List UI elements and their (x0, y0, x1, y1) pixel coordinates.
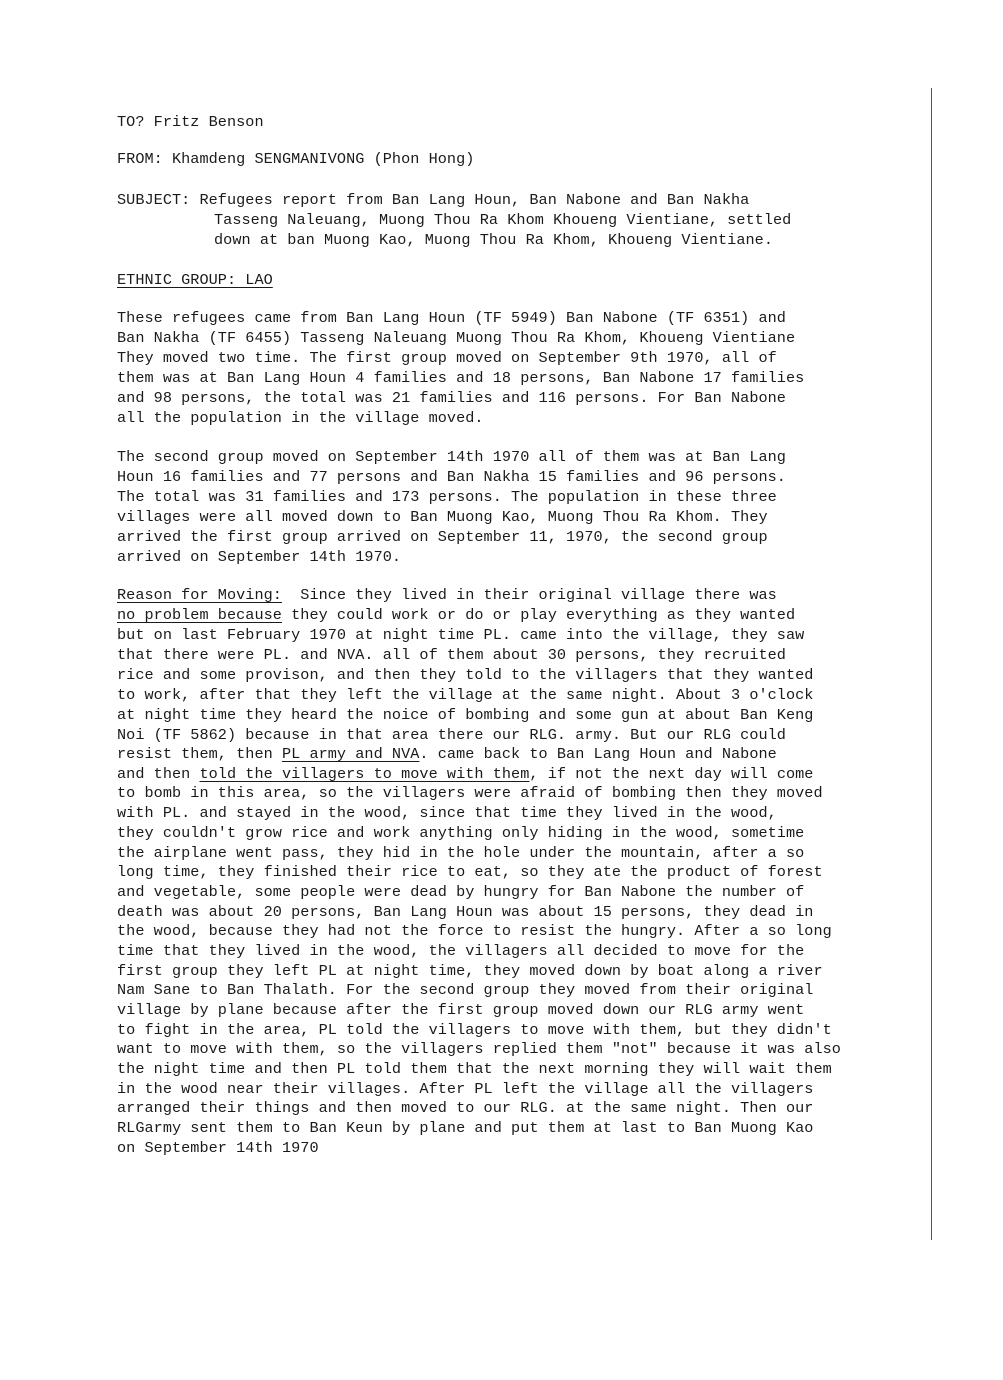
reason-line: death was about 20 persons, Ban Lang Houn was about 15 persons, they dead in (117, 903, 814, 921)
paragraph2-line: arrived on September 14th 1970. (117, 548, 402, 566)
paragraph2-line: The second group moved on September 14th 1970 all of them was at Ban Lang (117, 448, 786, 466)
reason-text: Since they lived in their original village there was (281, 586, 777, 604)
from-line: FROM: Khamdeng SENGMANIVONG (Phon Hong) (117, 150, 475, 168)
reason-underlined-phrase: PL army and NVA (281, 745, 420, 763)
subject-line-1: SUBJECT: Refugees report from Ban Lang Houn, Ban Nabone and Ban Nakha (117, 191, 750, 209)
reason-line: and vegetable, some people were dead by hungry for Ban Nabone the number of (117, 883, 805, 901)
paragraph2-line: The total was 31 families and 173 persons. The population in these three (117, 488, 777, 506)
paragraph1-line: and 98 persons, the total was 21 families and 116 persons. For Ban Nabone (117, 389, 786, 407)
reason-line: with PL. and stayed in the wood, since that time they lived in the wood, (117, 804, 777, 822)
reason-line: in the wood near their villages. After PL left the village all the villagers (117, 1080, 814, 1098)
reason-heading: Reason for Moving: (117, 586, 282, 604)
right-margin-line (931, 88, 932, 1240)
paragraph1-line: They moved two time. The first group moved on September 9th 1970, all of (117, 349, 777, 367)
subject-line-3: down at ban Muong Kao, Muong Thou Ra Khom, Khoueng Vientiane. (214, 231, 774, 249)
reason-underlined-phrase: told the villagers to move with them (199, 765, 530, 783)
reason-line-1 (117, 585, 777, 605)
reason-text: . came back to Ban Lang Houn and Nabone (419, 745, 777, 763)
reason-line: they couldn't grow rice and work anything only hiding in the wood, sometime (117, 824, 805, 842)
reason-line: the airplane went pass, they hid in the hole under the mountain, after a so (117, 844, 805, 862)
ethnic-group-heading: ETHNIC GROUP: LAO (117, 271, 273, 289)
reason-line: rice and some provison, and then they told to the villagers that they wanted (117, 666, 814, 684)
paragraph2-line: villages were all moved down to Ban Muong Kao, Muong Thou Ra Khom. They (117, 508, 768, 526)
reason-text: , if not the next day will come (529, 765, 814, 783)
to-line: TO? Fritz Benson (117, 113, 264, 131)
paragraph1-line: all the population in the village moved. (117, 409, 484, 427)
reason-line: first group they left PL at night time, they moved down by boat along a river (117, 962, 823, 980)
paragraph2-line: Houn 16 families and 77 persons and Ban Nakha 15 families and 96 persons. (117, 468, 786, 486)
reason-line: the night time and then PL told them that the next morning they will wait them (117, 1060, 832, 1078)
reason-line: village by plane because after the first group moved down our RLG army went (117, 1001, 805, 1019)
reason-text: they could work or do or play everything as they wanted (281, 606, 796, 624)
reason-line: that there were PL. and NVA. all of them about 30 persons, they recruited (117, 646, 786, 664)
reason-line: RLGarmy sent them to Ban Keun by plane and put them at last to Ban Muong Kao (117, 1119, 814, 1137)
reason-line: at night time they heard the noice of bombing and some gun at about Ban Keng (117, 706, 814, 724)
reason-line: to bomb in this area, so the villagers were afraid of bombing then they moved (117, 784, 823, 802)
reason-text: resist them, then (117, 745, 282, 763)
reason-line: want to move with them, so the villagers replied them "not" because it was also (117, 1040, 841, 1058)
reason-line: long time, they finished their rice to eat, so they ate the product of forest (117, 863, 823, 881)
reason-text: and then (117, 765, 200, 783)
subject-line-2: Tasseng Naleuang, Muong Thou Ra Khom Khoueng Vientiane, settled (214, 211, 792, 229)
reason-underlined-phrase: no problem because (117, 606, 282, 624)
paragraph1-line: These refugees came from Ban Lang Houn (TF 5949) Ban Nabone (TF 6351) and (117, 309, 786, 327)
reason-line: to fight in the area, PL told the villagers to move with them, but they didn't (117, 1021, 832, 1039)
reason-line: the wood, because they had not the force to resist the hungry. After a so long (117, 922, 832, 940)
reason-line: time that they lived in the wood, the villagers all decided to move for the (117, 942, 805, 960)
reason-line: Noi (TF 5862) because in that area there our RLG. army. But our RLG could (117, 726, 786, 744)
reason-line-10 (117, 764, 813, 784)
reason-line: to work, after that they left the village at the same night. About 3 o'clock (117, 686, 814, 704)
reason-line-2 (117, 605, 795, 625)
reason-line: arranged their things and then moved to our RLG. at the same night. Then our (117, 1099, 814, 1117)
paragraph1-line: them was at Ban Lang Houn 4 families and 18 persons, Ban Nabone 17 families (117, 369, 805, 387)
reason-line-9 (117, 744, 777, 764)
reason-line: but on last February 1970 at night time PL. came into the village, they saw (117, 626, 805, 644)
reason-line: Nam Sane to Ban Thalath. For the second group they moved from their original (117, 981, 814, 999)
paragraph2-line: arrived the first group arrived on September 11, 1970, the second group (117, 528, 768, 546)
reason-line: on September 14th 1970 (117, 1139, 319, 1157)
paragraph1-line: Ban Nakha (TF 6455) Tasseng Naleuang Muong Thou Ra Khom, Khoueng Vientiane (117, 329, 796, 347)
